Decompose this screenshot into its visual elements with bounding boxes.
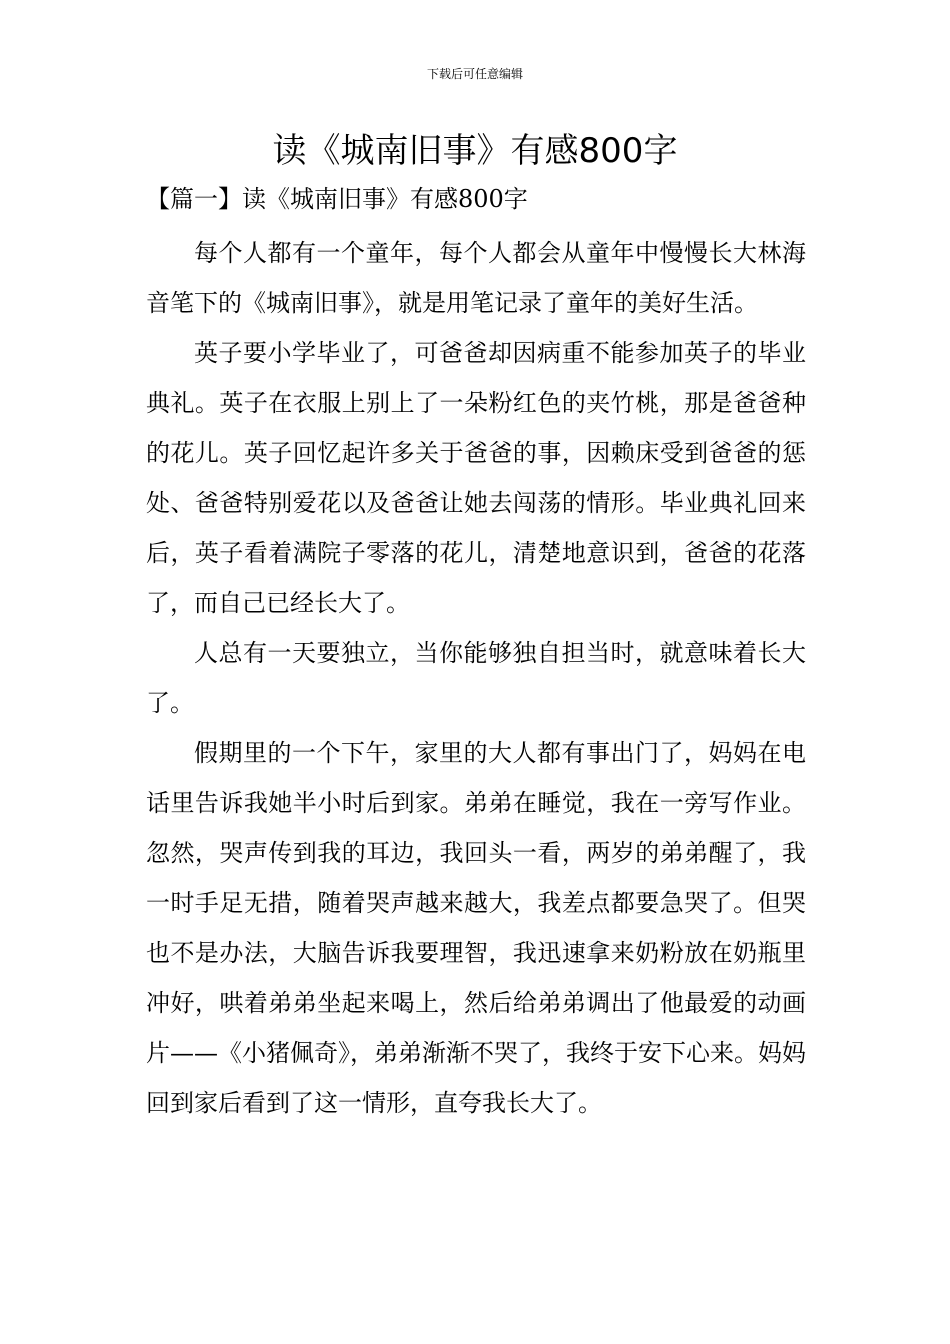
section-heading: 【篇一】读《城南旧事》有感800字 bbox=[146, 185, 528, 213]
body-text bbox=[146, 228, 806, 1128]
paragraph: 每个人都有一个童年，每个人都会从童年中慢慢长大林海音笔下的《城南旧事》，就是用笔记录了童年的美好生活。 bbox=[146, 239, 806, 317]
document-title: 读《城南旧事》有感800字 bbox=[272, 131, 678, 171]
paragraph: 假期里的一个下午，家里的大人都有事出门了，妈妈在电话里告诉我她半小时后到家。弟弟在睡觉，我在一旁写作业。忽然，哭声传到我的耳边，我回头一看，两岁的弟弟醒了，我一时手足无措，随着哭声越来越大，我差点都要急哭了。但哭也不是办法，大脑告诉我要理智，我迅速拿来奶粉放在奶瓶里冲好，哄着弟弟坐起来喝上，然后给弟弟调出了他最爱的动画片——《小猪佩奇》，弟弟渐渐不哭了，我终于安下心来。妈妈回到家后看到了这一情形，直夸我长大了。 bbox=[146, 739, 806, 1117]
paragraph: 人总有一天要独立，当你能够独自担当时，就意味着长大了。 bbox=[146, 639, 806, 717]
header-note: 下载后可任意编辑 bbox=[426, 67, 523, 81]
paragraph: 英子要小学毕业了，可爸爸却因病重不能参加英子的毕业典礼。英子在衣服上别上了一朵粉红色的夹竹桃，那是爸爸种的花儿。英子回忆起许多关于爸爸的事，因赖床受到爸爸的惩处、爸爸特别爱花以及爸爸让她去闯荡的情形。毕业典礼回来后，英子看着满院子零落的花儿，清楚地意识到，爸爸的花落了，而自己已经长大了。 bbox=[146, 339, 806, 617]
